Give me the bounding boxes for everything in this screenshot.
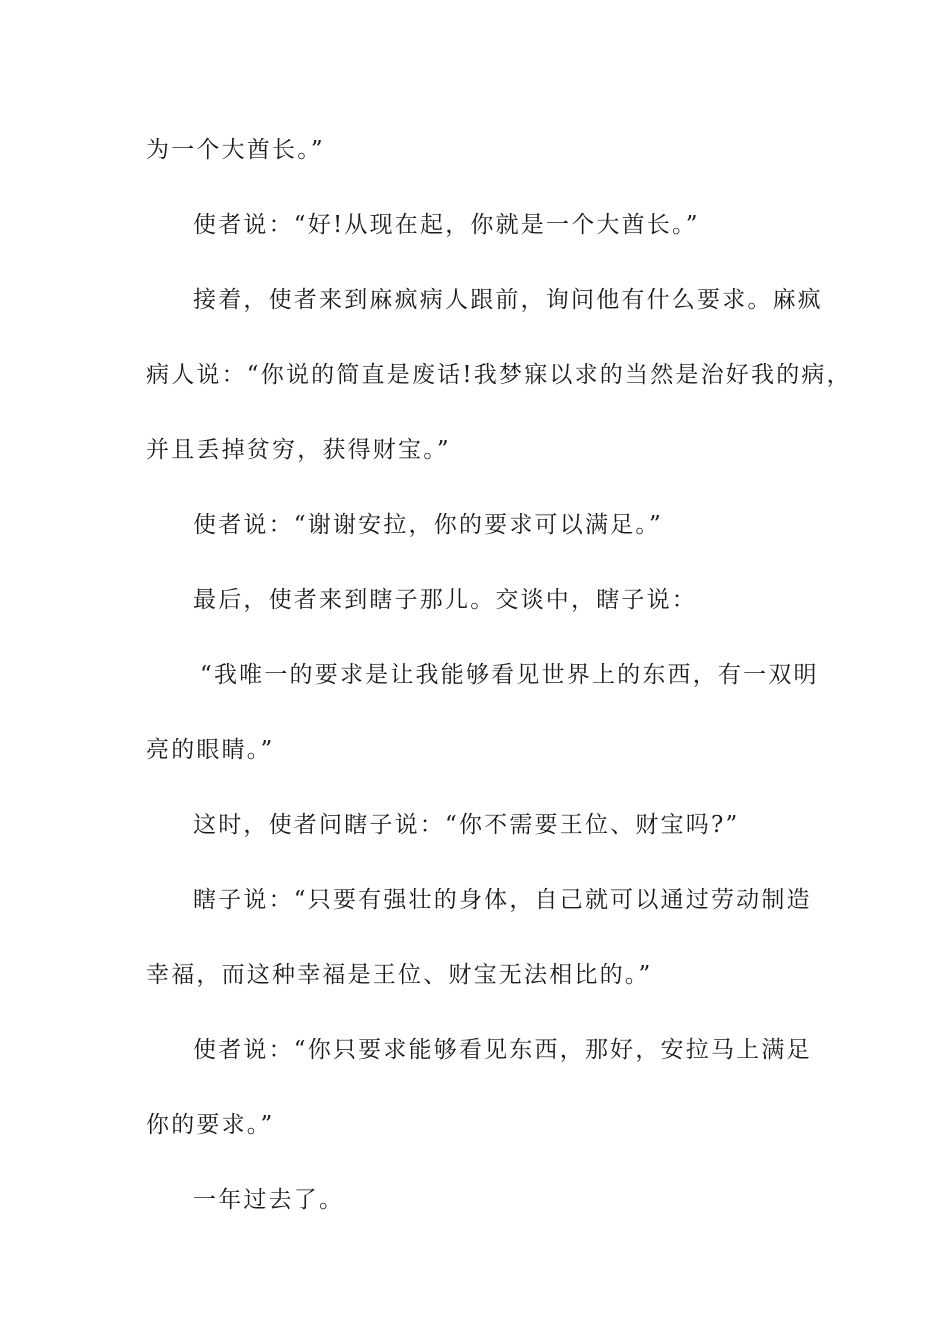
text-line: 为一个大酋长。” (146, 137, 325, 163)
text-line: 瞎子说：“只要有强壮的身体，自己就可以通过劳动制造 (193, 887, 812, 913)
text-line: 亮的眼睛。” (146, 737, 275, 763)
text-line: 病人说：“你说的简直是废话!我梦寐以求的当然是治好我的病， (146, 362, 852, 388)
text-line: 最后，使者来到瞎子那儿。交谈中，瞎子说： (193, 587, 697, 613)
text-line: 并且丢掉贫穷，获得财宝。” (146, 437, 451, 463)
text-line: 使者说：“好!从现在起，你就是一个大酋长。” (193, 212, 700, 238)
text-line: 使者说：“你只要求能够看见东西，那好，安拉马上满足 (193, 1037, 812, 1063)
text-line: 一年过去了。 (193, 1187, 345, 1213)
text-line: 幸福，而这种幸福是王位、财宝无法相比的。” (146, 962, 653, 988)
text-line: “我唯一的要求是让我能够看见世界上的东西，有一双明 (200, 662, 819, 688)
text-line: 接着，使者来到麻疯病人跟前，询问他有什么要求。麻疯 (193, 287, 823, 313)
text-line: 使者说：“谢谢安拉，你的要求可以满足。” (193, 512, 664, 538)
text-line: 你的要求。” (146, 1112, 275, 1138)
text-line: 这时，使者问瞎子说：“你不需要王位、财宝吗?” (193, 812, 740, 838)
